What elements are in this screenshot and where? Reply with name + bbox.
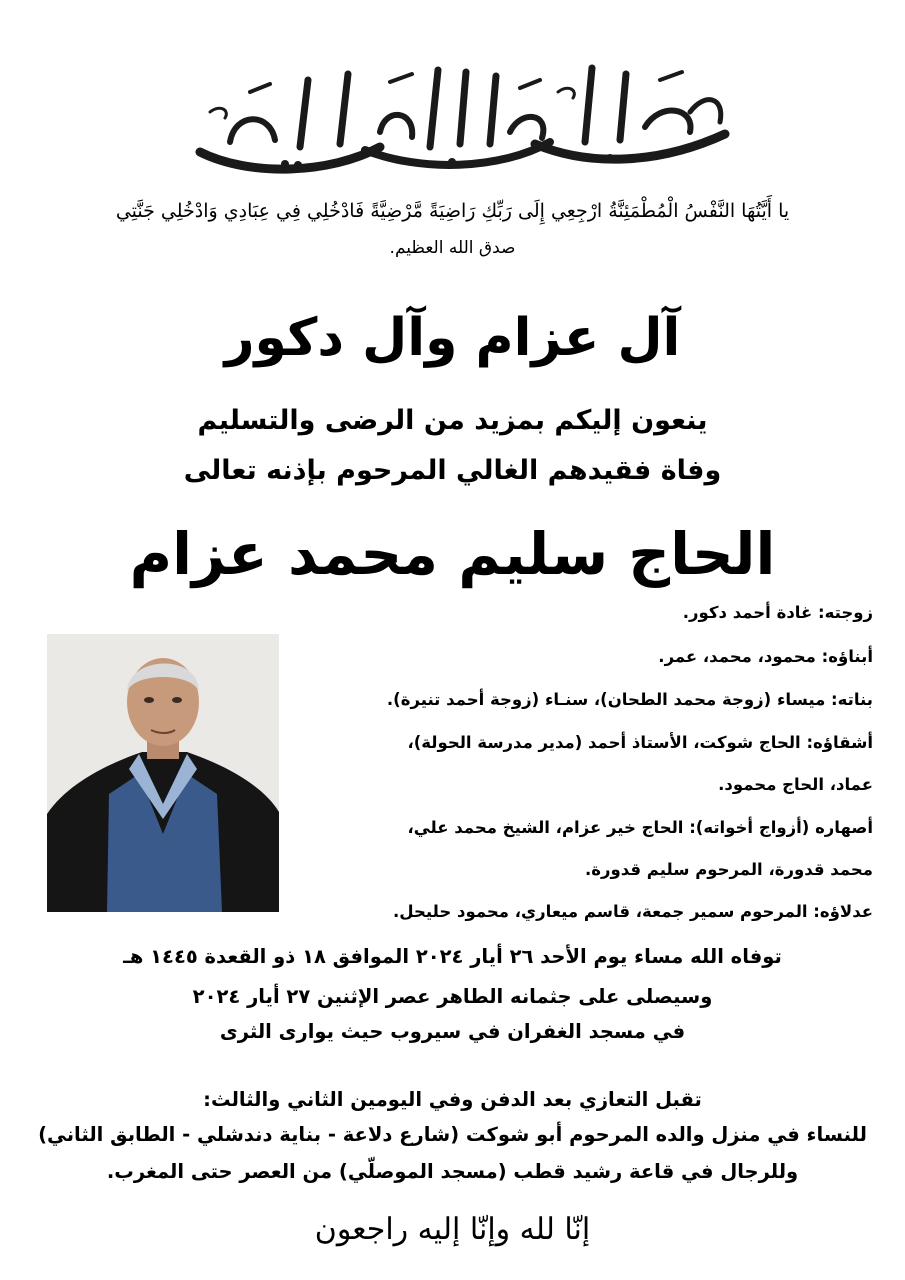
death-date-line: توفاه الله مساء يوم الأحد ٢٦ أيار ٢٠٢٤ الموافق ١٨ ذو القعدة ١٤٤٥ هـ	[123, 945, 782, 968]
calligraphy-drawing	[190, 52, 740, 177]
family-names: آل عزام وآل دكور	[224, 308, 681, 368]
brothers-in-law-line: عدلاؤه: المرحوم سمير جمعة، قاسم ميعاري، محمود حليحل.	[393, 902, 873, 921]
announcement-line-2: وفاة فقيدهم الغالي المرحوم بإذنه تعالى	[183, 455, 722, 486]
brothers-line-continued: عماد، الحاج محمود.	[718, 775, 873, 794]
sons-line: أبناؤه: محمود، محمد، عمر.	[658, 647, 873, 666]
deceased-photo	[47, 634, 279, 912]
quran-verse: يا أَيَّتُهَا النَّفْسُ الْمُطْمَئِنَّةُ ارْجِعِي إِلَى رَبِّكِ رَاضِيَةً مَّرْضِيَّةً فَادْخُلِي فِي عِبَادِي وَادْخُلِي جَنَّتِي	[115, 200, 790, 222]
burial-location-line: في مسجد الغفران في سيروب حيث يوارى الثرى	[219, 1020, 686, 1043]
deceased-name: الحاج سليم محمد عزام	[129, 520, 776, 588]
portrait-drawing	[47, 634, 279, 912]
condolences-heading: تقبل التعازي بعد الدفن وفي اليومين الثاني والثالث:	[203, 1088, 702, 1111]
quran-verse-attribution: صدق الله العظيم.	[389, 238, 516, 258]
condolences-women: للنساء في منزل والده المرحوم أبو شوكت (شارع دلاعة - بناية دندشلي - الطابق الثاني)	[38, 1123, 867, 1146]
closing-phrase: إنّا لله وإنّا إليه راجعون	[314, 1212, 591, 1247]
calligraphy-header	[190, 52, 740, 177]
funeral-prayer-line: وسيصلى على جثمانه الطاهر عصر الإثنين ٢٧ أيار ٢٠٢٤	[192, 985, 713, 1008]
condolences-men: وللرجال في قاعة رشيد قطب (مسجد الموصلّي) من العصر حتى المغرب.	[106, 1160, 799, 1183]
wife-line: زوجته: غادة أحمد دكور.	[682, 603, 873, 622]
announcement-line-1: ينعون إليكم بمزيد من الرضى والتسليم	[197, 405, 708, 436]
brothers-line: أشقاؤه: الحاج شوكت، الأستاذ أحمد (مدير مدرسة الحولة)،	[407, 733, 873, 752]
daughters-line: بناته: ميساء (زوجة محمد الطحان)، سنـاء (زوجة أحمد تنيرة).	[386, 690, 873, 709]
in-laws-line-continued: محمد قدورة، المرحوم سليم قدورة.	[584, 860, 873, 879]
in-laws-line: أصهاره (أزواج أخواته): الحاج خير عزام، الشيخ محمد علي،	[407, 818, 873, 837]
